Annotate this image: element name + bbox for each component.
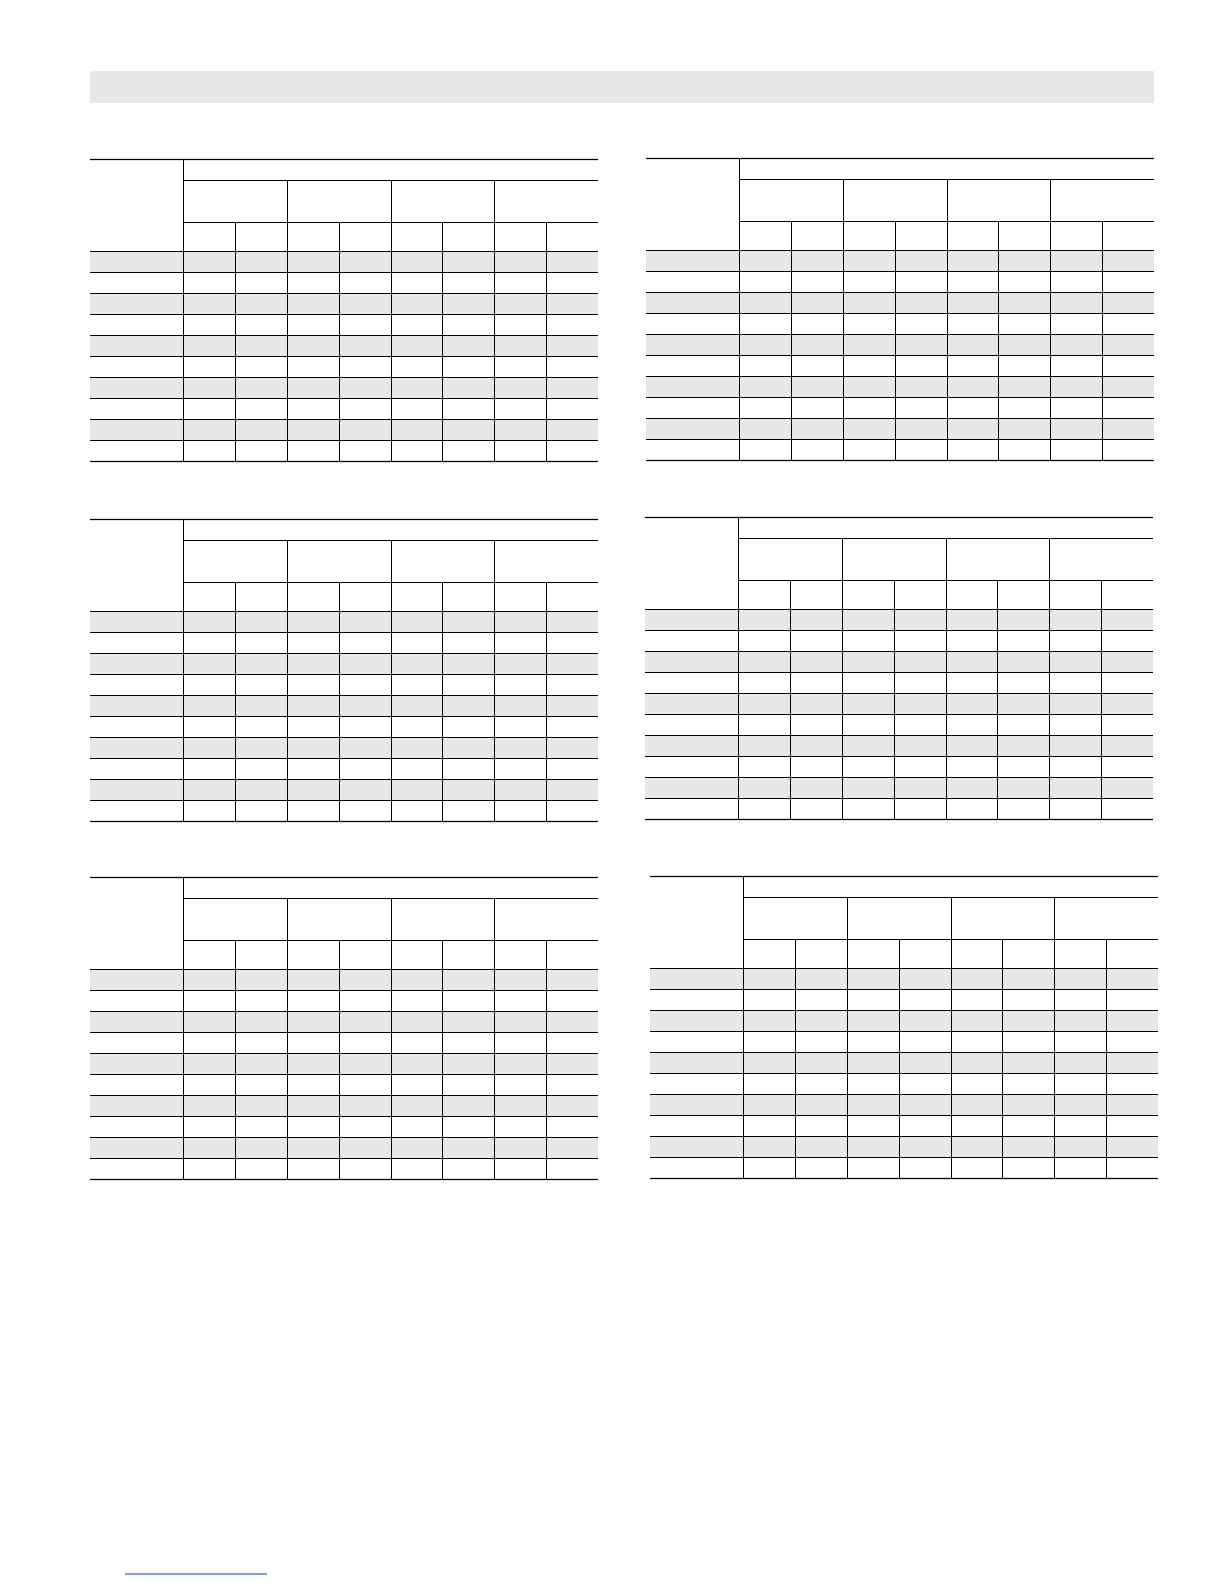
table-row-shaded	[90, 377, 598, 398]
table-grid-svg	[90, 159, 598, 462]
table-row-shaded	[650, 1094, 1158, 1115]
table-row-shaded	[650, 1136, 1158, 1157]
table-row-shaded	[650, 1052, 1158, 1073]
data-table-2	[646, 158, 1154, 461]
table-row-shaded	[645, 651, 1153, 672]
table-row-shaded	[90, 419, 598, 440]
table-grid-svg	[645, 517, 1153, 820]
table-row-shaded	[645, 777, 1153, 798]
table-row-shaded	[90, 737, 598, 758]
table-row-shaded	[650, 1010, 1158, 1031]
table-row-shaded	[646, 250, 1154, 271]
table-row-shaded	[90, 653, 598, 674]
data-table-5	[90, 877, 598, 1180]
data-table-4	[645, 517, 1153, 820]
table-row-shaded	[90, 251, 598, 272]
table-grid-svg	[646, 158, 1154, 461]
data-table-6	[650, 876, 1158, 1179]
table-row-shaded	[645, 735, 1153, 756]
data-table-3	[90, 519, 598, 822]
table-row-shaded	[645, 609, 1153, 630]
data-table-1	[90, 159, 598, 462]
table-grid-svg	[90, 877, 598, 1180]
table-row-shaded	[90, 1053, 598, 1074]
table-grid-svg	[90, 519, 598, 822]
table-row-shaded	[90, 293, 598, 314]
table-row-shaded	[90, 969, 598, 990]
table-row-shaded	[646, 376, 1154, 397]
table-row-shaded	[646, 418, 1154, 439]
table-row-shaded	[650, 968, 1158, 989]
table-row-shaded	[90, 1137, 598, 1158]
table-row-shaded	[645, 693, 1153, 714]
table-row-shaded	[90, 779, 598, 800]
table-row-shaded	[646, 292, 1154, 313]
table-row-shaded	[90, 695, 598, 716]
table-row-shaded	[90, 1011, 598, 1032]
footer-link-underline[interactable]	[125, 1573, 267, 1575]
table-row-shaded	[90, 1095, 598, 1116]
table-row-shaded	[646, 334, 1154, 355]
table-row-shaded	[90, 611, 598, 632]
table-grid-svg	[650, 876, 1158, 1179]
table-row-shaded	[90, 335, 598, 356]
section-header-band	[90, 71, 1154, 103]
